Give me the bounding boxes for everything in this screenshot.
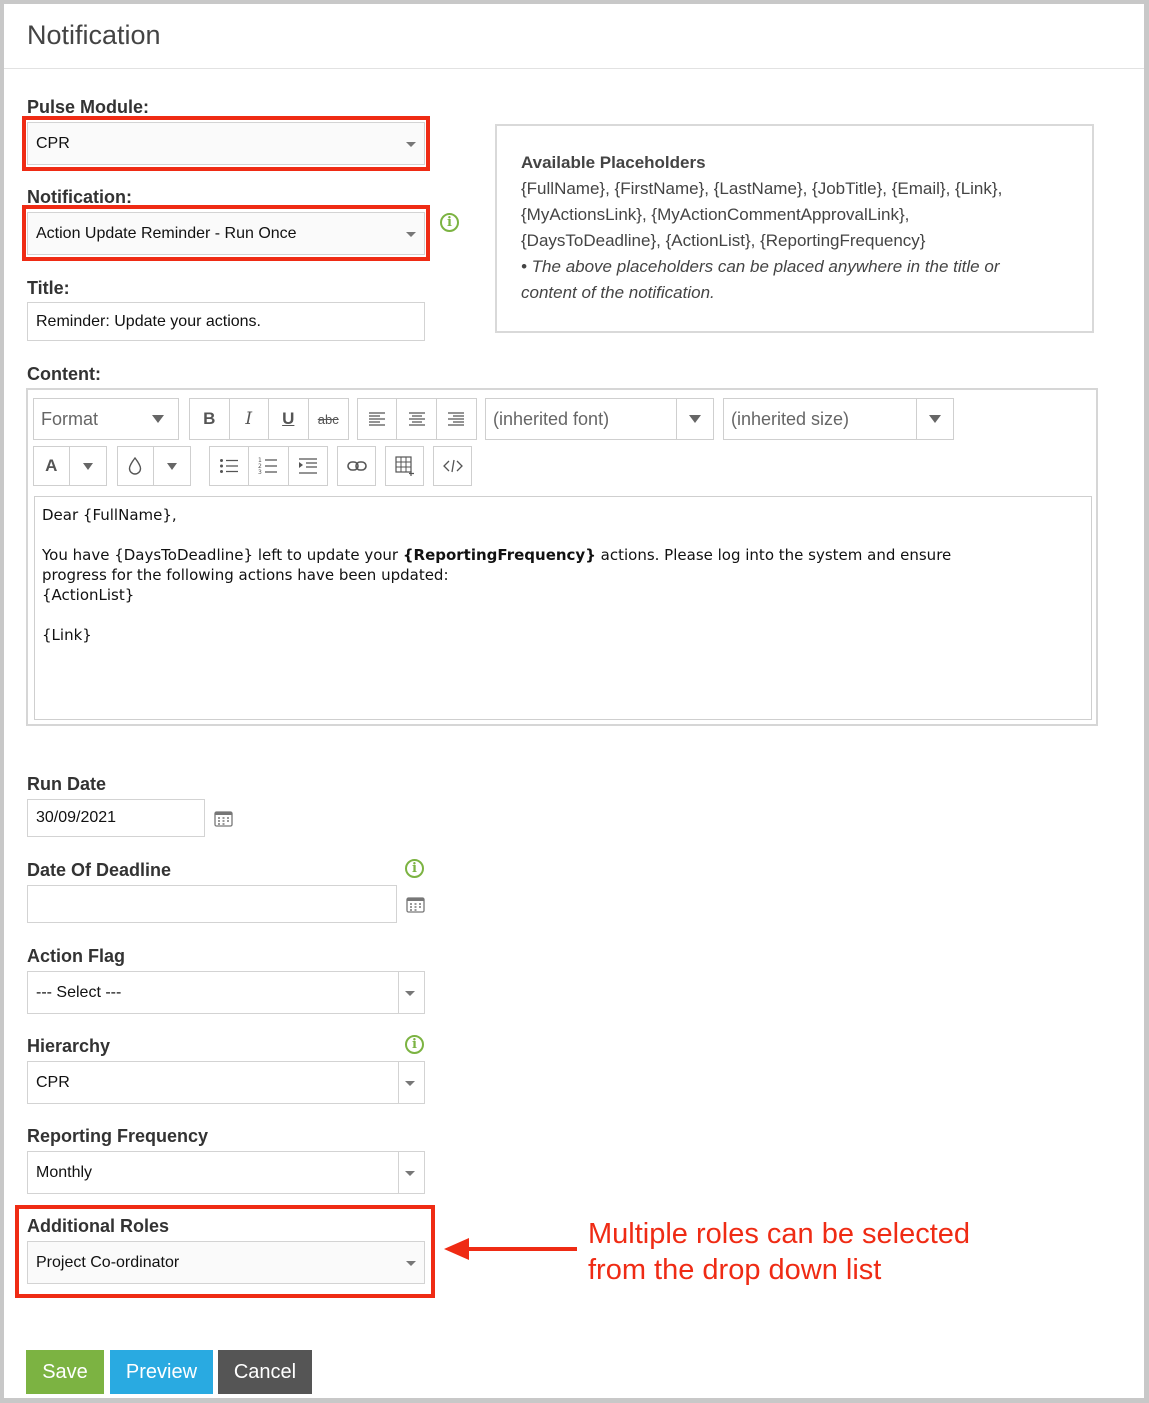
annotation-line: Multiple roles can be selected (588, 1218, 971, 1250)
text-color-group (33, 446, 107, 486)
font-size-dropdown[interactable] (723, 398, 954, 440)
content-line: progress for the following actions have been updated: (42, 566, 449, 584)
bullet-list-button[interactable] (210, 447, 249, 485)
action-flag-value: --- Select --- (36, 983, 122, 1001)
align-right-icon (447, 412, 465, 426)
pulse-module-select[interactable] (27, 122, 425, 165)
alignment-group (357, 398, 477, 440)
chevron-down-icon (405, 1081, 415, 1086)
format-label: Format (41, 408, 99, 429)
content-bold-text: {ReportingFrequency} (402, 546, 596, 564)
content-blank-line (42, 525, 1084, 545)
background-color-group (117, 446, 191, 486)
font-family-dropdown-button[interactable] (676, 399, 713, 439)
content-line: {ActionList} (42, 586, 135, 604)
rich-text-editor (26, 388, 1098, 726)
bold-button[interactable]: B (190, 399, 230, 439)
code-icon (443, 459, 463, 473)
svg-text:3: 3 (258, 469, 263, 475)
bullet-list-icon (219, 458, 239, 474)
list-group (209, 446, 328, 486)
annotation-arrow-icon (442, 1236, 580, 1262)
reporting-frequency-label: Reporting Frequency (27, 1126, 209, 1146)
title-input[interactable]: Reminder: Update your actions. (27, 302, 425, 341)
notification-label: Notification: (27, 187, 132, 207)
svg-text:1: 1 (258, 457, 263, 464)
numbered-list-button[interactable] (249, 447, 288, 485)
text-color-button[interactable]: A (34, 447, 70, 485)
run-date-input[interactable]: 30/09/2021 (27, 799, 205, 837)
hierarchy-select[interactable] (27, 1061, 425, 1104)
page-title: Notification (27, 20, 161, 50)
align-left-button[interactable] (358, 399, 397, 439)
align-center-icon (408, 412, 426, 426)
cancel-button[interactable]: Cancel (218, 1350, 312, 1394)
chevron-down-icon (406, 232, 416, 237)
hierarchy-label: Hierarchy (27, 1036, 111, 1056)
droplet-icon (128, 457, 142, 475)
content-text: You have {DaysToDeadline} left to update your (42, 546, 403, 564)
placeholders-line: {DaysToDeadline}, {ActionList}, {ReportingFrequency} (521, 231, 926, 250)
title-label: Title: (27, 278, 70, 298)
date-of-deadline-label: Date Of Deadline (27, 860, 172, 880)
chevron-down-icon (167, 463, 177, 470)
align-center-button[interactable] (397, 399, 436, 439)
placeholders-line: {FullName}, {FirstName}, {LastName}, {JobTitle}, {Email}, {Link}, (521, 179, 1003, 198)
calendar-icon[interactable] (214, 810, 233, 827)
background-color-dropdown[interactable] (154, 447, 190, 485)
font-size-dropdown-button[interactable] (916, 399, 953, 439)
content-body[interactable] (34, 496, 1092, 720)
table-group (385, 446, 424, 486)
link-group (337, 446, 376, 486)
placeholders-note: content of the notification. (521, 283, 715, 302)
align-left-icon (368, 412, 386, 426)
indent-button[interactable] (289, 447, 327, 485)
calendar-icon[interactable] (406, 896, 425, 913)
reporting-frequency-select[interactable] (27, 1151, 425, 1194)
additional-roles-value: Project Co-ordinator (36, 1253, 180, 1271)
preview-button[interactable]: Preview (110, 1350, 213, 1394)
notification-value: Action Update Reminder - Run Once (36, 224, 297, 242)
annotation-line: from the drop down list (588, 1254, 882, 1286)
placeholders-line: {MyActionsLink}, {MyActionCommentApprovalLink}, (521, 205, 910, 224)
font-family-value: (inherited font) (493, 408, 610, 429)
underline-button[interactable]: U (269, 399, 309, 439)
placeholders-note: • The above placeholders can be placed anywhere in the title or (521, 257, 1000, 276)
align-right-button[interactable] (437, 399, 476, 439)
text-style-group (189, 398, 349, 440)
chevron-down-icon (405, 1171, 415, 1176)
numbered-list-icon (258, 457, 278, 475)
chevron-down-icon (929, 415, 941, 423)
insert-table-button[interactable] (386, 447, 423, 485)
placeholders-heading: Available Placeholders (521, 153, 706, 172)
action-flag-label: Action Flag (27, 946, 125, 966)
content-line (42, 545, 1084, 565)
content-label: Content: (27, 364, 101, 384)
chevron-down-icon (406, 142, 416, 147)
chevron-down-icon (83, 463, 93, 470)
chevron-down-icon (689, 415, 701, 423)
placeholders-panel (495, 124, 1094, 333)
source-group (433, 446, 472, 486)
content-line: {Link} (42, 626, 92, 644)
hierarchy-value: CPR (36, 1073, 70, 1091)
save-button[interactable]: Save (26, 1350, 104, 1394)
info-icon[interactable]: i (405, 1035, 424, 1054)
info-icon[interactable]: i (405, 859, 424, 878)
action-flag-select[interactable] (27, 971, 425, 1014)
chevron-down-icon (405, 991, 415, 996)
title-divider (4, 68, 1144, 69)
additional-roles-label: Additional Roles (27, 1216, 170, 1236)
reporting-frequency-value: Monthly (36, 1163, 93, 1181)
italic-button[interactable]: I (230, 399, 270, 439)
svg-text:2: 2 (258, 463, 263, 470)
font-family-dropdown[interactable] (485, 398, 714, 440)
notification-select[interactable] (27, 212, 425, 255)
date-of-deadline-input[interactable] (27, 885, 397, 923)
pulse-module-value: CPR (36, 134, 70, 152)
indent-icon (298, 458, 318, 474)
content-text: actions. Please log into the system and ensure (595, 546, 952, 564)
text-color-dropdown[interactable] (70, 447, 106, 485)
pulse-module-label: Pulse Module: (27, 97, 150, 117)
content-line: Dear {FullName}, (42, 506, 177, 524)
insert-link-button[interactable] (338, 447, 375, 485)
run-date-label: Run Date (27, 774, 107, 794)
info-icon[interactable]: i (440, 213, 459, 232)
annotation-text (588, 1216, 970, 1288)
format-dropdown[interactable] (33, 398, 179, 440)
content-blank-line (42, 605, 1084, 625)
link-icon (347, 460, 367, 472)
additional-roles-select[interactable] (27, 1241, 425, 1284)
view-source-button[interactable] (434, 447, 471, 485)
table-icon (395, 456, 415, 476)
background-color-button[interactable] (118, 447, 154, 485)
chevron-down-icon (406, 1261, 416, 1266)
chevron-down-icon (152, 415, 164, 423)
font-size-value: (inherited size) (731, 408, 850, 429)
strikethrough-button[interactable]: abc (317, 411, 339, 427)
